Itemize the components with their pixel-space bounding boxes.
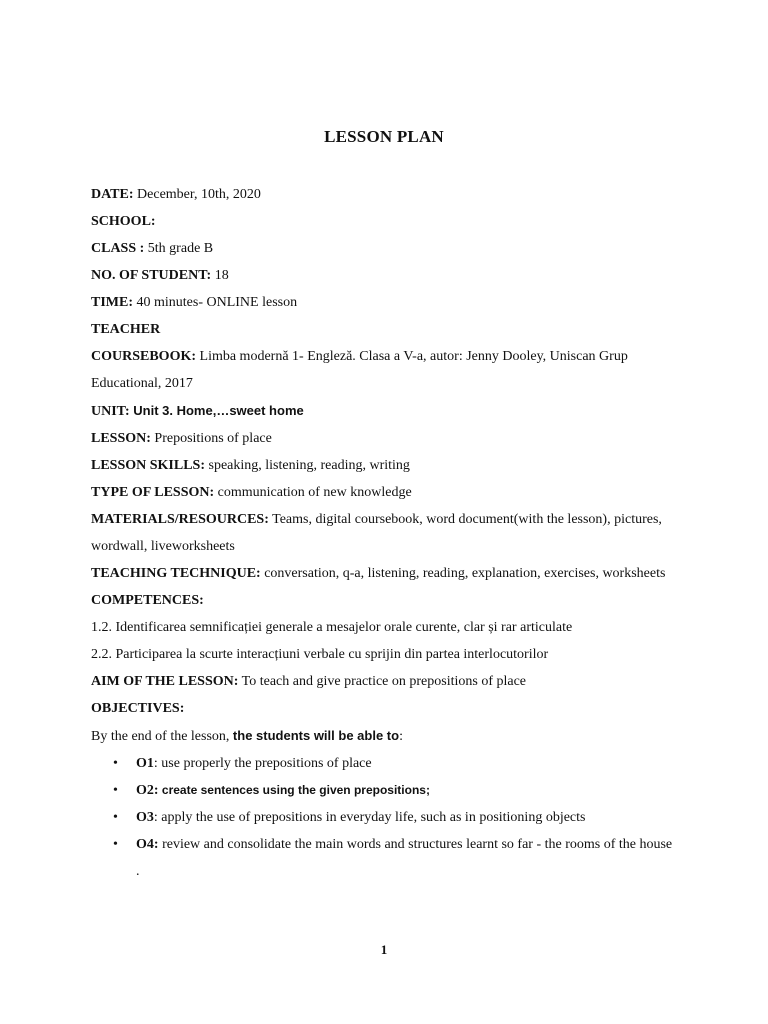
- technique-value: conversation, q-a, listening, reading, explanation, exercises, worksheets: [260, 566, 666, 581]
- objective-sep: :: [153, 810, 158, 825]
- objective-text: apply the use of prepositions in everyday life, such as in positioning objects: [157, 810, 586, 825]
- teacher-line: [91, 316, 677, 343]
- coursebook-line: [91, 343, 677, 397]
- lesson-plan-body: [91, 181, 677, 885]
- bullet-icon: •: [113, 756, 118, 771]
- class-label: CLASS :: [91, 241, 145, 256]
- materials-line: [91, 506, 677, 560]
- unit-label: UNIT:: [91, 404, 130, 419]
- coursebook-value: Limba modernă 1- Engleză. Clasa a V-a, autor: Jenny Dooley, Uniscan Grup Educational, 2017: [91, 349, 628, 391]
- objectives-intro-start: By the end of the lesson,: [91, 729, 233, 744]
- students-label: NO. OF STUDENT:: [91, 268, 212, 283]
- lesson-line: [91, 425, 677, 452]
- skills-value: speaking, listening, reading, writing: [205, 458, 410, 473]
- objective-sep: :: [153, 756, 158, 771]
- trailing-dot: .: [136, 864, 140, 879]
- class-value: 5th grade B: [144, 241, 214, 256]
- unit-line: [91, 397, 677, 425]
- objective-code: O4:: [136, 837, 159, 852]
- objectives-intro-end: :: [399, 729, 403, 744]
- time-label: TIME:: [91, 295, 133, 310]
- competences-label: COMPETENCES:: [91, 593, 204, 608]
- aim-value: To teach and give practice on prepositions of place: [238, 674, 527, 689]
- date-label: DATE:: [91, 187, 134, 202]
- objectives-intro-bold: the students will be able to: [232, 728, 400, 743]
- objective-code: O1: [136, 756, 154, 771]
- date-value: December, 10th, 2020: [133, 187, 261, 202]
- type-line: [91, 479, 677, 506]
- objective-text: create sentences using the given prepositions;: [158, 783, 430, 797]
- technique-line: [91, 560, 677, 587]
- lesson-value: Prepositions of place: [150, 431, 272, 446]
- aim-label: AIM OF THE LESSON:: [91, 674, 239, 689]
- lesson-label: LESSON:: [91, 431, 151, 446]
- teacher-label: TEACHER: [91, 322, 161, 337]
- competence-1: 1.2. Identificarea semnificației generale a mesajelor orale curente, clar și rar articulate: [91, 620, 573, 635]
- time-line: [91, 289, 677, 316]
- objective-code: O2:: [136, 783, 159, 798]
- bullet-icon: •: [113, 810, 118, 825]
- objective-item: [91, 777, 677, 804]
- school-line: [91, 208, 677, 235]
- objective-item: [91, 831, 677, 858]
- objectives-label: OBJECTIVES:: [91, 701, 185, 716]
- objective-item: [91, 750, 677, 777]
- students-value: 18: [211, 268, 229, 283]
- skills-label: LESSON SKILLS:: [91, 458, 205, 473]
- school-label: SCHOOL:: [91, 214, 156, 229]
- aim-line: [91, 668, 677, 695]
- technique-label: TEACHING TECHNIQUE:: [91, 566, 261, 581]
- materials-value: Teams, digital coursebook, word document(with the lesson), pictures, wordwall, liveworksheets: [91, 512, 662, 554]
- page-number: 1: [380, 942, 388, 957]
- objective-text: use properly the prepositions of place: [157, 756, 372, 771]
- materials-label: MATERIALS/RESOURCES:: [91, 512, 269, 527]
- students-line: [91, 262, 677, 289]
- objectives-list: [91, 750, 677, 858]
- bullet-icon: •: [113, 837, 118, 852]
- competences-line: [91, 587, 677, 614]
- objective-item: [91, 804, 677, 831]
- coursebook-label: COURSEBOOK:: [91, 349, 197, 364]
- objective-code: O3: [136, 810, 154, 825]
- competence-2: 2.2. Participarea la scurte interacțiuni verbale cu sprijin din partea interlocutorilor: [91, 647, 549, 662]
- time-value: 40 minutes- ONLINE lesson: [133, 295, 298, 310]
- type-value: communication of new knowledge: [214, 485, 412, 500]
- page-title: LESSON PLAN: [324, 127, 444, 146]
- bullet-icon: •: [113, 783, 118, 798]
- type-label: TYPE OF LESSON:: [91, 485, 215, 500]
- objectives-intro: [91, 722, 677, 750]
- objective-text: review and consolidate the main words and structures learnt so far - the rooms of the house: [158, 837, 673, 852]
- class-line: [91, 235, 677, 262]
- objectives-line: [91, 695, 677, 722]
- unit-value: Unit 3. Home,…sweet home: [129, 403, 304, 418]
- date-line: [91, 181, 677, 208]
- skills-line: [91, 452, 677, 479]
